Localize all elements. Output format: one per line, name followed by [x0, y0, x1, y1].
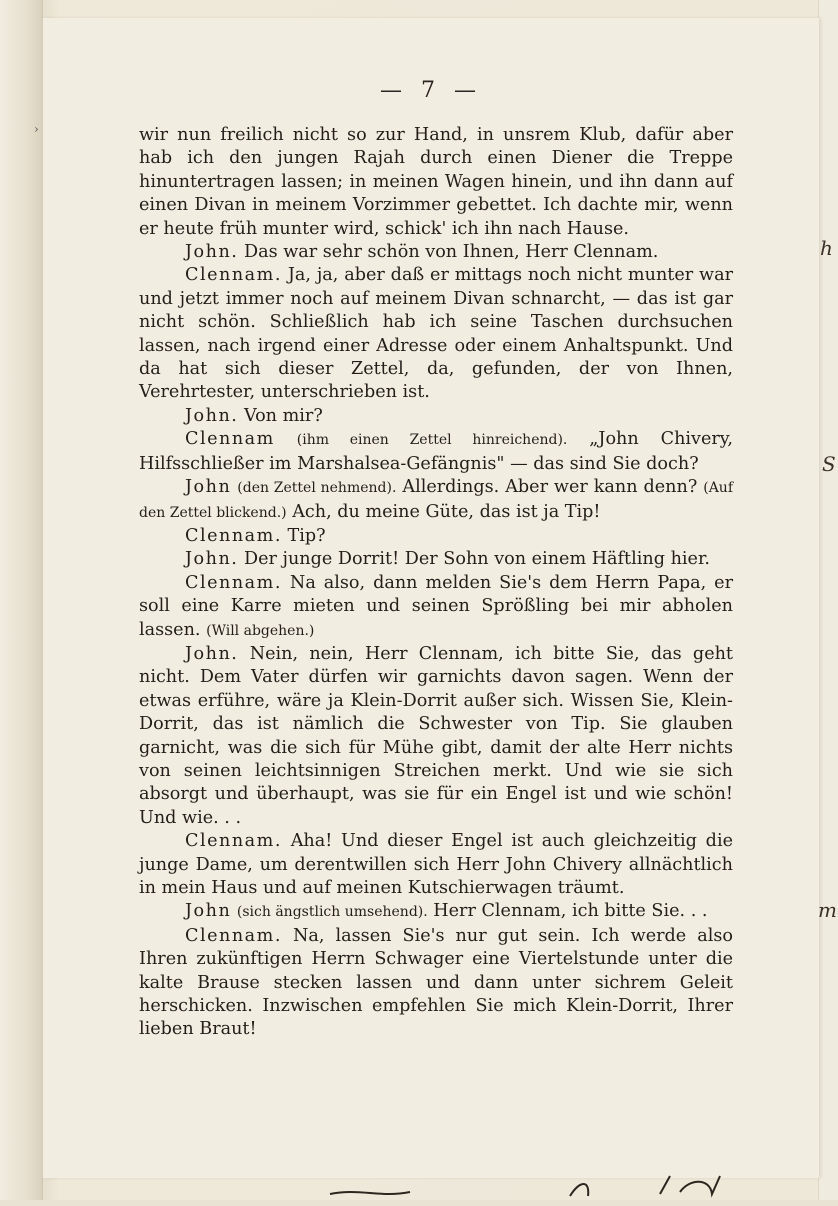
paragraph-john-4 — [139, 548, 733, 571]
speaker-name: John — [185, 901, 232, 922]
paragraph-text: Allerdings. Aber wer kann denn? — [402, 477, 698, 498]
stage-direction: (den Zettel nehmend). — [237, 480, 397, 497]
speaker-name: Clennam — [185, 429, 275, 450]
paragraph-text: Der junge Dorrit! Der Sohn von einem Häftling hier. — [244, 549, 711, 570]
paragraph-text: Tip? — [287, 525, 326, 546]
stage-direction: (Auf den Zettel blickend.) — [139, 480, 734, 521]
margin-handwriting-mark: h — [820, 236, 833, 260]
margin-handwriting-mark: S — [822, 452, 836, 476]
speaker-name: Clennam. — [185, 572, 282, 593]
speaker-name: John. — [185, 643, 239, 664]
paragraph-text: Ach, du meine Güte, das ist ja Tip! — [292, 501, 601, 522]
paragraph-text: „John Chivery, Hilfsschließer im Marshalsea-Gefängnis" — das sind Sie doch? — [139, 429, 733, 474]
paragraph-text: Na, lassen Sie's nur gut sein. Ich werde also Ihren zukünftigen Herrn Schwager eine Viertelstunde unter die kalte Brause stecken lassen und dann unter sichrem Geleit herschicken. Inzwischen empfehlen Sie mich Klein-Dorrit, Ihrer lieben Braut! — [139, 925, 733, 1040]
paragraph-text: Ja, ja, aber daß er mittags noch nicht munter war und jetzt immer noch auf meinem Divan schnarcht, — das ist gar nicht schön. Schließlich hab ich seine Taschen durchsuchen lassen, nach irgend einer Adresse oder einem Anhaltspunkt. Und da hat sich dieser Zettel, da, gefunden, der von Ihnen, Verehrtester, unterschrieben ist. — [139, 265, 733, 403]
margin-handwriting-mark: m — [818, 898, 837, 922]
stage-direction: (ihm einen Zettel hinreichend). — [296, 432, 568, 449]
right-page-edge — [818, 0, 838, 1200]
paragraph-john-2 — [139, 405, 733, 428]
paragraph-john-5 — [139, 643, 733, 830]
dialogue-text — [139, 124, 733, 1042]
speaker-name: Clennam. — [185, 831, 282, 852]
speaker-name: John — [185, 477, 232, 498]
speaker-name: John. — [185, 242, 239, 263]
stage-direction: (Will abgehen.) — [206, 622, 315, 639]
scribble-shape — [320, 1170, 780, 1200]
paragraph-john-1 — [139, 241, 733, 264]
printed-page — [42, 18, 819, 1178]
paragraph-text: wir nun freilich nicht so zur Hand, in unsrem Klub, dafür aber hab ich den jungen Rajah durch einen Diener die Treppe hinuntertragen lassen; in meinen Wagen hinein, und ihn dann auf einen Divan in meinem Vorzimmer gebettet. Ich dachte mir, wenn er heute früh munter wird, schick' ich ihn nach Hause. — [139, 125, 733, 239]
page-number: — 7 — — [380, 78, 482, 103]
paragraph-text: Nein, nein, Herr Clennam, ich bitte Sie, das geht nicht. Dem Vater dürfen wir garnichts davon sagen. Wenn der etwas erführe, wäre ja Klein-Dorrit außer sich. Wissen Sie, Klein-Dorrit, das ist nämlich die Schwester von Tip. Sie glauben garnicht, was die sich für Mühe gibt, damit der alte Herr nichts von seinen leichtsinnigen Streichen merkt. Und wie sie sich absorgt und überhaupt, was sie für ein Engel ist und wie schön! Und wie. . . — [139, 643, 734, 828]
paragraph-text: Herr Clennam, ich bitte Sie. . . — [433, 901, 708, 922]
paragraph-john-3 — [139, 476, 733, 525]
speaker-name: John. — [185, 405, 239, 426]
paragraph-text: Das war sehr schön von Ihnen, Herr Clennam. — [244, 242, 659, 263]
speaker-name: Clennam. — [185, 525, 282, 546]
bottom-handwriting-scribble — [320, 1170, 780, 1206]
paragraph-clennam-3 — [139, 525, 733, 548]
paragraph-clennam-1 — [139, 264, 733, 404]
speaker-name: Clennam. — [185, 265, 282, 286]
paragraph-clennam-5 — [139, 830, 733, 900]
paragraph-text: Von mir? — [244, 405, 323, 426]
paragraph-john-6 — [139, 900, 733, 924]
paragraph-text: Na also, dann melden Sie's dem Herrn Papa, er soll eine Karre mieten und seinen Sprößling bei mir abholen lassen. — [139, 572, 733, 640]
paragraph-clennam-4 — [139, 572, 733, 643]
paragraph-text: Aha! Und dieser Engel ist auch gleichzeitig die junge Dame, um derentwillen sich Herr John Chivery allnächtlich in mein Haus und auf meinen Kutschierwagen träumt. — [139, 831, 733, 898]
binding-strip — [0, 0, 43, 1200]
paragraph-clennam-2 — [139, 428, 733, 476]
speaker-name: John. — [185, 549, 239, 570]
stage-direction: (sich ängstlich umsehend). — [236, 904, 428, 921]
binding-mark: › — [34, 122, 39, 136]
paragraph-clennam-6 — [139, 925, 733, 1042]
paragraph-opening — [139, 124, 733, 241]
speaker-name: Clennam. — [185, 925, 282, 946]
